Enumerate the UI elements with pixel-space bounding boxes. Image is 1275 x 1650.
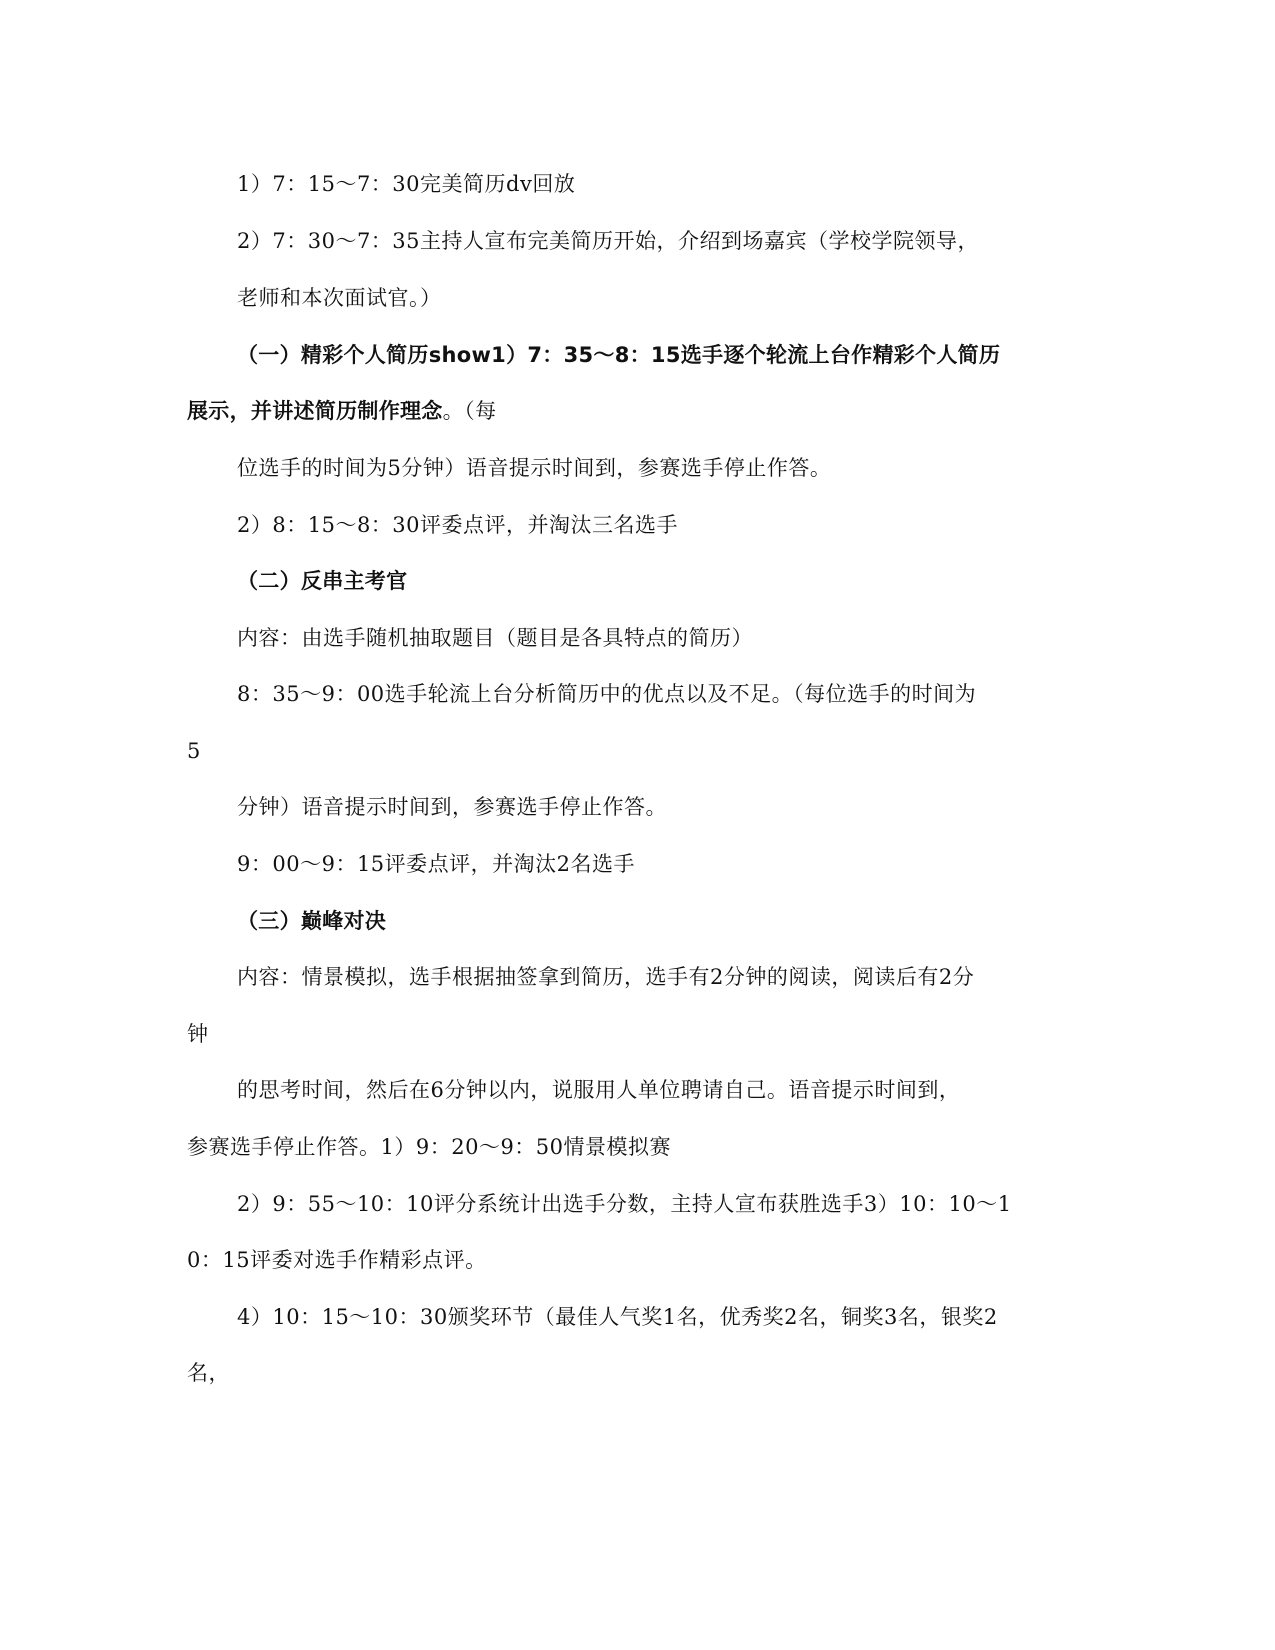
schedule-line bbox=[237, 962, 974, 992]
schedule-line bbox=[237, 283, 442, 313]
schedule-line bbox=[237, 679, 976, 709]
schedule-line bbox=[187, 736, 201, 766]
schedule-line bbox=[237, 226, 979, 256]
line-text: 2）9：55～10：10评分系统计出选手分数，主持人宣布获胜选手3）10：10～1 bbox=[237, 1192, 1012, 1216]
section-heading-text: （三）巅峰对决 bbox=[237, 909, 387, 933]
schedule-line bbox=[187, 1019, 209, 1049]
schedule-line bbox=[237, 1189, 1012, 1219]
section-heading-text: （一）精彩个人简历show1）7：35～8：15选手逐个轮流上台作精彩个人简历 bbox=[237, 343, 1001, 367]
line-text: 内容：由选手随机抽取题目（题目是各具特点的简历） bbox=[237, 626, 753, 650]
schedule-line bbox=[237, 792, 667, 822]
line-text: 的思考时间，然后在6分钟以内，说服用人单位聘请自己。语音提示时间到， bbox=[237, 1078, 961, 1102]
line-text: 。（每 bbox=[442, 399, 497, 423]
line-text: 0：15评委对选手作精彩点评。 bbox=[187, 1248, 487, 1272]
schedule-line bbox=[187, 1132, 671, 1162]
schedule-line bbox=[237, 1075, 960, 1105]
line-text: 4）10：15～10：30颁奖环节（最佳人气奖1名，优秀奖2名，铜奖3名，银奖2 bbox=[237, 1305, 998, 1329]
line-text: 2）7：30～7：35主持人宣布完美简历开始，介绍到场嘉宾（学校学院领导， bbox=[237, 229, 980, 253]
line-text: 老师和本次面试官。） bbox=[237, 286, 442, 310]
schedule-line bbox=[237, 510, 678, 540]
schedule-line bbox=[237, 1302, 998, 1332]
section-heading-continued bbox=[187, 396, 497, 426]
schedule-line bbox=[187, 1358, 230, 1388]
schedule-line bbox=[237, 453, 831, 483]
line-text: 参赛选手停止作答。1）9：20～9：50情景模拟赛 bbox=[187, 1135, 672, 1159]
line-text: 1）7：15～7：30完美简历dv回放 bbox=[237, 172, 576, 196]
schedule-line bbox=[237, 169, 575, 199]
section-heading bbox=[237, 906, 386, 936]
schedule-line bbox=[237, 623, 753, 653]
section-heading-text: 展示，并讲述简历制作理念 bbox=[187, 399, 443, 423]
line-text: 钟 bbox=[187, 1022, 209, 1046]
line-text: 位选手的时间为5分钟）语音提示时间到，参赛选手停止作答。 bbox=[237, 456, 832, 480]
line-text: 名， bbox=[187, 1361, 230, 1385]
line-text: 2）8：15～8：30评委点评，并淘汰三名选手 bbox=[237, 513, 679, 537]
line-text: 8：35～9：00选手轮流上台分析简历中的优点以及不足。（每位选手的时间为 bbox=[237, 682, 977, 706]
section-heading bbox=[237, 340, 1000, 370]
section-heading bbox=[237, 566, 407, 596]
line-text: 内容：情景模拟，选手根据抽签拿到简历，选手有2分钟的阅读，阅读后有2分 bbox=[237, 965, 975, 989]
line-text: 9：00～9：15评委点评，并淘汰2名选手 bbox=[237, 852, 636, 876]
line-text: 5 bbox=[187, 739, 201, 763]
line-text: 分钟）语音提示时间到，参赛选手停止作答。 bbox=[237, 795, 667, 819]
schedule-line bbox=[237, 849, 635, 879]
section-heading-text: （二）反串主考官 bbox=[237, 569, 408, 593]
schedule-line bbox=[187, 1245, 487, 1275]
